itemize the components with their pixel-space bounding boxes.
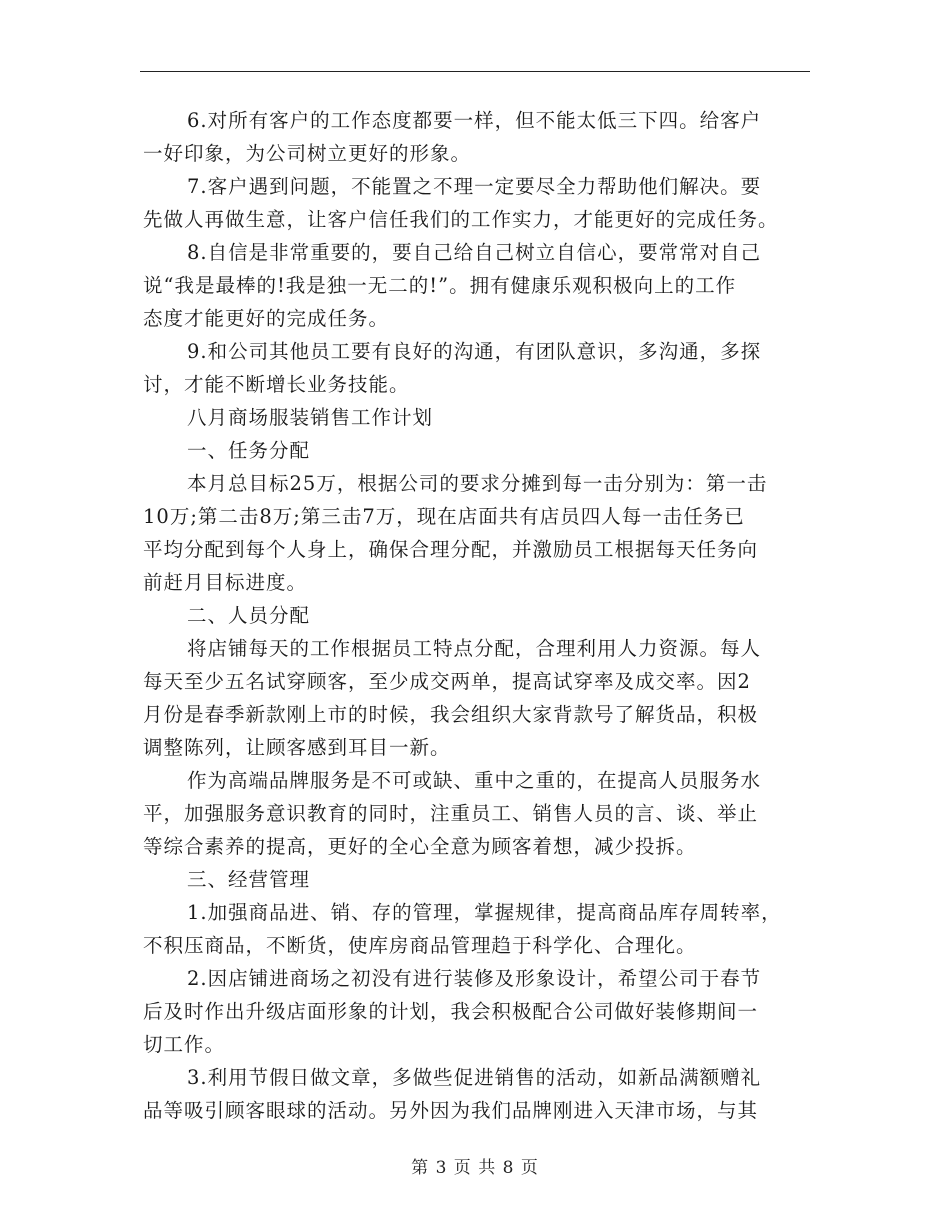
- text-line: 将店铺每天的工作根据员工特点分配，合理利用人力资源。每人: [187, 637, 762, 660]
- text-line: 本月总目标25万，根据公司的要求分摊到每一击分别为：第一击: [187, 472, 768, 495]
- text-line: 调整陈列，让顾客感到耳目一新。: [143, 736, 451, 759]
- text-line: 前赶月目标进度。: [143, 571, 308, 594]
- text-line: 7.客户遇到问题，不能置之不理一定要尽全力帮助他们解决。要: [187, 175, 762, 198]
- text-line: 三、经营管理: [187, 868, 311, 891]
- text-line: 1.加强商品进、销、存的管理，掌握规律，提高商品库存周转率，: [187, 901, 782, 924]
- text-line: 平，加强服务意识教育的同时，注重员工、销售人员的言、谈、举止: [143, 802, 759, 825]
- text-line: 9.和公司其他员工要有良好的沟通，有团队意识，多沟通，多探: [187, 340, 762, 363]
- text-line: 每天至少五名试穿顾客，至少成交两单，提高试穿率及成交率。因2: [143, 670, 751, 693]
- text-line: 10万;第二击8万;第三击7万，现在店面共有店员四人每一击任务已: [143, 505, 745, 528]
- text-line: 态度才能更好的完成任务。: [143, 307, 390, 330]
- text-line: 2.因店铺进商场之初没有进行装修及形象设计，希望公司于春节: [187, 967, 762, 990]
- text-line: 后及时作出升级店面形象的计划，我会积极配合公司做好装修期间一: [143, 1000, 759, 1023]
- text-line: 八月商场服装销售工作计划: [187, 406, 434, 429]
- text-line: 平均分配到每个人身上，确保合理分配，并激励员工根据每天任务向: [143, 538, 759, 561]
- text-line: 品等吸引顾客眼球的活动。另外因为我们品牌刚进入天津市场，与其: [143, 1099, 759, 1122]
- text-line: 6.对所有客户的工作态度都要一样，但不能太低三下四。给客户: [187, 109, 762, 132]
- page-number-footer: 第 3 页 共 8 页: [411, 1158, 539, 1178]
- text-line: 二、人员分配: [187, 604, 311, 627]
- text-line: 一好印象，为公司树立更好的形象。: [143, 142, 472, 165]
- text-line: 月份是春季新款刚上市的时候，我会组织大家背款号了解货品，积极: [143, 703, 759, 726]
- text-line: 先做人再做生意，让客户信任我们的工作实力，才能更好的完成任务。: [143, 208, 779, 231]
- text-line: 作为高端品牌服务是不可或缺、重中之重的，在提高人员服务水: [187, 769, 762, 792]
- text-line: 等综合素养的提高，更好的全心全意为顾客着想，减少投拆。: [143, 835, 697, 858]
- text-line: 讨，才能不断增长业务技能。: [143, 373, 410, 396]
- text-line: 说“我是最棒的!我是独一无二的!”。拥有健康乐观积极向上的工作: [143, 274, 737, 297]
- text-line: 一、任务分配: [187, 439, 311, 462]
- document-body: [143, 104, 803, 1127]
- header-rule: [140, 71, 810, 72]
- text-line: 8.自信是非常重要的，要自己给自己树立自信心，要常常对自己: [187, 241, 762, 264]
- text-line: 不积压商品，不断货，使库房商品管理趋于科学化、合理化。: [143, 934, 697, 957]
- text-line: 3.利用节假日做文章，多做些促进销售的活动，如新品满额赠礼: [187, 1066, 762, 1089]
- text-line: 切工作。: [143, 1033, 226, 1056]
